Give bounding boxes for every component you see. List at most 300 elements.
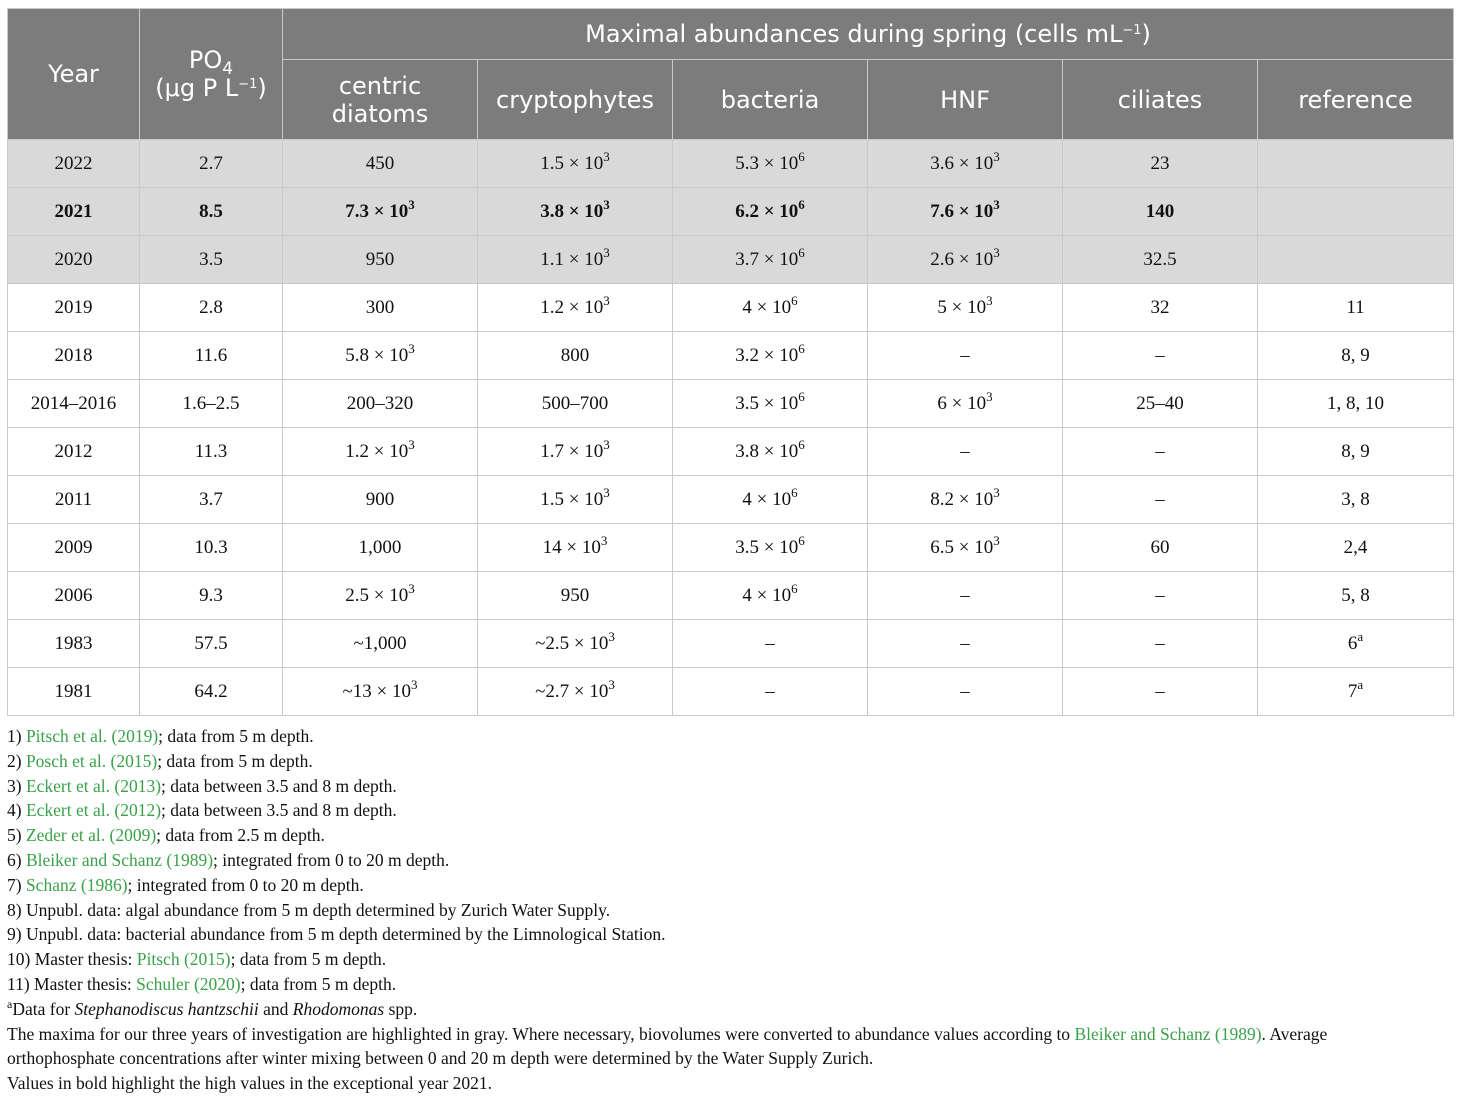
cell-bacteria-value: 3.2 × 10 xyxy=(735,344,799,366)
cell-year-value: 2009 xyxy=(54,536,93,558)
cell-po4 xyxy=(140,668,283,716)
cell-bacteria xyxy=(673,524,868,572)
cell-crypto xyxy=(478,572,673,620)
cell-bacteria xyxy=(673,140,868,188)
cell-ref-value: 6 xyxy=(1347,632,1358,654)
cell-diatoms xyxy=(283,620,478,668)
cell-ciliates xyxy=(1063,668,1258,716)
cell-ref xyxy=(1258,188,1454,236)
cell-year xyxy=(8,620,140,668)
cell-diatoms-value: 1.2 × 10 xyxy=(345,440,409,462)
cell-ciliates xyxy=(1063,332,1258,380)
cell-bacteria-value: 4 × 10 xyxy=(742,488,792,510)
cell-hnf-value: – xyxy=(960,680,970,702)
cell-year xyxy=(8,284,140,332)
cell-ref-value: 2,4 xyxy=(1343,536,1368,558)
cell-hnf xyxy=(868,524,1063,572)
note-item xyxy=(7,898,1453,923)
paragraph-link[interactable]: Bleiker and Schanz (1989) xyxy=(1074,1023,1262,1044)
cell-hnf-exponent: 3 xyxy=(993,148,1000,164)
cell-bacteria-value: 3.7 × 10 xyxy=(735,248,799,270)
cell-hnf-value: 7.6 × 10 xyxy=(930,200,994,222)
cell-year xyxy=(8,332,140,380)
note-item xyxy=(7,724,1453,749)
note-citation-link[interactable]: Bleiker and Schanz (1989) xyxy=(25,849,214,870)
cell-diatoms xyxy=(283,524,478,572)
cell-ref xyxy=(1258,572,1454,620)
footnote-a xyxy=(7,997,1453,1022)
cell-hnf xyxy=(868,572,1063,620)
cell-crypto xyxy=(478,140,673,188)
note-text-post: ; data from 5 m depth. xyxy=(230,949,387,970)
cell-bacteria-value: 3.8 × 10 xyxy=(735,440,799,462)
paragraph-line2: orthophosphate concentrations after winter mixing between 0 and 20 m depth were determined by the Water Supply Zurich. xyxy=(7,1048,874,1069)
cell-ciliates-value: 23 xyxy=(1150,152,1170,174)
cell-po4 xyxy=(140,572,283,620)
cell-crypto-exponent: 3 xyxy=(603,244,610,260)
note-text-post: ; integrated from 0 to 20 m depth. xyxy=(213,849,450,870)
cell-bacteria xyxy=(673,332,868,380)
cell-crypto xyxy=(478,332,673,380)
note-text: 10) Master thesis: xyxy=(7,949,137,970)
footnote-a-species2: Rhodomonas xyxy=(292,998,385,1019)
cell-hnf-value: – xyxy=(960,632,970,654)
cell-crypto xyxy=(478,476,673,524)
note-citation-link[interactable]: Zeder et al. (2009) xyxy=(25,825,157,846)
note-item xyxy=(7,922,1453,947)
cell-crypto xyxy=(478,284,673,332)
cell-ciliates-value: – xyxy=(1155,344,1165,366)
cell-diatoms xyxy=(283,668,478,716)
cell-year xyxy=(8,572,140,620)
cell-hnf-value: 6.5 × 10 xyxy=(930,536,994,558)
header-cryptophytes: cryptophytes xyxy=(478,60,673,140)
cell-year xyxy=(8,668,140,716)
table-row xyxy=(8,188,1454,236)
table-row xyxy=(8,140,1454,188)
cell-diatoms-exponent: 3 xyxy=(411,676,418,692)
cell-crypto-exponent: 3 xyxy=(608,676,615,692)
cell-bacteria-value: 3.5 × 10 xyxy=(735,392,799,414)
cell-hnf-value: – xyxy=(960,344,970,366)
cell-po4-value: 57.5 xyxy=(194,632,228,654)
cell-ciliates xyxy=(1063,188,1258,236)
cell-year-value: 2012 xyxy=(54,440,93,462)
cell-crypto-value: 1.7 × 10 xyxy=(540,440,604,462)
table-container xyxy=(7,8,1453,1096)
cell-diatoms xyxy=(283,332,478,380)
bold-note: Values in bold highlight the high values in the exceptional year 2021. xyxy=(7,1073,493,1094)
cell-hnf-exponent: 3 xyxy=(986,292,993,308)
cell-po4-value: 2.7 xyxy=(199,152,223,174)
cell-diatoms-value: ~13 × 10 xyxy=(342,680,411,702)
cell-year xyxy=(8,140,140,188)
cell-diatoms-value: 900 xyxy=(365,488,395,510)
note-text-post: ; data from 5 m depth. xyxy=(240,973,397,994)
note-text-post: ; data from 5 m depth. xyxy=(157,750,313,771)
cell-ciliates xyxy=(1063,428,1258,476)
cell-ref-value: 11 xyxy=(1346,296,1365,318)
note-text: 3) xyxy=(7,775,26,796)
cell-crypto-value: 3.8 × 10 xyxy=(540,200,604,222)
cell-po4 xyxy=(140,380,283,428)
po4-unit-post: ) xyxy=(257,74,267,102)
cell-hnf-exponent: 3 xyxy=(986,388,993,404)
cell-po4 xyxy=(140,428,283,476)
cell-hnf xyxy=(868,428,1063,476)
cell-hnf xyxy=(868,668,1063,716)
cell-year-value: 2022 xyxy=(54,152,93,174)
cell-ciliates-value: 32.5 xyxy=(1143,248,1177,270)
cell-crypto-exponent: 3 xyxy=(608,628,615,644)
cell-crypto xyxy=(478,668,673,716)
cell-year-value: 2014–2016 xyxy=(30,392,117,414)
cell-diatoms-exponent: 3 xyxy=(408,196,415,212)
cell-year-value: 1981 xyxy=(54,680,93,702)
note-text-post: ; data from 2.5 m depth. xyxy=(156,825,325,846)
cell-crypto-value: 1.5 × 10 xyxy=(540,152,604,174)
po4-unit-pre: (μg P L xyxy=(155,74,239,102)
cell-ref-value: 8, 9 xyxy=(1341,344,1370,366)
cell-ref xyxy=(1258,428,1454,476)
cell-diatoms xyxy=(283,428,478,476)
cell-bacteria xyxy=(673,188,868,236)
cell-diatoms-value: 2.5 × 10 xyxy=(345,584,409,606)
cell-ciliates xyxy=(1063,476,1258,524)
note-citation-link[interactable]: Schanz (1986) xyxy=(25,874,128,895)
cell-diatoms-value: 1,000 xyxy=(358,536,402,558)
cell-year xyxy=(8,188,140,236)
note-text: 9) Unpubl. data: bacterial abundance from 5 m depth determined by the Limnological Station. xyxy=(7,924,666,945)
cell-ciliates-value: 60 xyxy=(1150,536,1170,558)
table-row xyxy=(8,620,1454,668)
cell-ref xyxy=(1258,236,1454,284)
cell-hnf xyxy=(868,476,1063,524)
cell-diatoms-exponent: 3 xyxy=(408,340,415,356)
paragraph-line1 xyxy=(7,1022,1453,1047)
cell-po4-value: 3.5 xyxy=(199,248,223,270)
note-item xyxy=(7,947,1453,972)
cell-bacteria-exponent: 6 xyxy=(791,580,798,596)
note-citation-link[interactable]: Pitsch et al. (2019) xyxy=(25,726,159,746)
table-row xyxy=(8,476,1454,524)
header-po4 xyxy=(140,9,283,140)
table-row xyxy=(8,284,1454,332)
cell-ciliates xyxy=(1063,572,1258,620)
cell-po4 xyxy=(140,140,283,188)
cell-crypto-exponent: 3 xyxy=(603,292,610,308)
note-citation-link[interactable]: Pitsch (2015) xyxy=(136,949,231,970)
cell-hnf-value: 5 × 10 xyxy=(937,296,987,318)
cell-hnf-exponent: 3 xyxy=(993,196,1000,212)
note-citation-link[interactable]: Schuler (2020) xyxy=(136,973,241,994)
cell-year xyxy=(8,476,140,524)
note-text: 8) Unpubl. data: algal abundance from 5 m depth determined by Zurich Water Supply. xyxy=(7,899,611,920)
cell-year-value: 2021 xyxy=(54,200,93,222)
cell-crypto-exponent: 3 xyxy=(600,532,608,548)
cell-crypto xyxy=(478,428,673,476)
cell-po4 xyxy=(140,284,283,332)
cell-crypto-value: 800 xyxy=(560,344,590,366)
abundance-table xyxy=(7,8,1454,716)
cell-year-value: 2018 xyxy=(54,344,93,366)
footnote-a-species1: Stephanodiscus hantzschii xyxy=(74,998,259,1019)
po4-subscript: 4 xyxy=(222,59,234,79)
cell-bacteria xyxy=(673,476,868,524)
cell-hnf-value: 6 × 10 xyxy=(937,392,987,414)
cell-bacteria-value: 3.5 × 10 xyxy=(735,536,799,558)
cell-year-value: 1983 xyxy=(54,632,93,654)
cell-ciliates-value: 25–40 xyxy=(1136,392,1184,414)
header-bacteria: bacteria xyxy=(673,60,868,140)
cell-crypto-value: 1.2 × 10 xyxy=(540,296,604,318)
cell-hnf xyxy=(868,236,1063,284)
cell-ref-value: 5, 8 xyxy=(1341,584,1370,606)
note-text-post: ; data between 3.5 and 8 m depth. xyxy=(161,775,397,796)
cell-ciliates-value: – xyxy=(1155,632,1165,654)
cell-ciliates xyxy=(1063,524,1258,572)
header-centric-diatoms xyxy=(283,60,478,140)
cell-po4 xyxy=(140,620,283,668)
footnote-a-pre: Data for xyxy=(12,998,75,1019)
cell-bacteria-value: 4 × 10 xyxy=(742,296,792,318)
cell-bacteria-value: – xyxy=(765,632,775,654)
table-row xyxy=(8,332,1454,380)
cell-diatoms xyxy=(283,284,478,332)
cell-year-value: 2011 xyxy=(54,488,93,510)
cell-hnf xyxy=(868,188,1063,236)
table-row xyxy=(8,668,1454,716)
header-ciliates: ciliates xyxy=(1063,60,1258,140)
note-citation-link[interactable]: Eckert et al. (2013) xyxy=(25,775,162,796)
cell-bacteria-exponent: 6 xyxy=(791,292,798,308)
note-citation-link[interactable]: Eckert et al. (2012) xyxy=(25,800,162,821)
group-title-sup: −1 xyxy=(1122,23,1142,38)
cell-crypto-value: 14 × 10 xyxy=(542,536,601,558)
table-body xyxy=(8,140,1454,716)
table-row xyxy=(8,428,1454,476)
cell-ref-value: 1, 8, 10 xyxy=(1327,392,1385,414)
cell-ref xyxy=(1258,284,1454,332)
cell-bacteria-exponent: 6 xyxy=(791,484,798,500)
note-item xyxy=(7,972,1453,997)
cell-po4 xyxy=(140,236,283,284)
cell-ref-exponent: a xyxy=(1357,676,1364,692)
footnote-a-mid: and xyxy=(258,998,293,1019)
note-text: 2) xyxy=(7,750,26,771)
cell-hnf xyxy=(868,140,1063,188)
cell-ref-value: 7 xyxy=(1347,680,1358,702)
paragraph-line1-post: . Average xyxy=(1261,1023,1328,1044)
cell-ref xyxy=(1258,332,1454,380)
cell-ciliates-value: – xyxy=(1155,440,1165,462)
cell-bacteria-exponent: 6 xyxy=(798,340,805,356)
po4-label: PO xyxy=(188,46,223,74)
cell-bacteria-exponent: 6 xyxy=(798,196,805,212)
cell-hnf-value: – xyxy=(960,440,970,462)
footnote-a-post: spp. xyxy=(384,998,418,1019)
note-item xyxy=(7,798,1453,823)
cell-po4-value: 11.6 xyxy=(194,344,228,366)
header-hnf: HNF xyxy=(868,60,1063,140)
po4-unit-sup: −1 xyxy=(238,77,258,92)
note-citation-link[interactable]: Posch et al. (2015) xyxy=(25,750,158,771)
cell-crypto xyxy=(478,620,673,668)
cell-crypto-value: 1.5 × 10 xyxy=(540,488,604,510)
note-text: 11) Master thesis: xyxy=(7,973,137,994)
cell-ref xyxy=(1258,476,1454,524)
cell-crypto xyxy=(478,188,673,236)
cell-bacteria-value: – xyxy=(765,680,775,702)
cell-crypto-exponent: 3 xyxy=(603,484,610,500)
cell-diatoms-value: 200–320 xyxy=(346,392,414,414)
reference-notes xyxy=(7,724,1453,997)
cell-crypto-exponent: 3 xyxy=(603,436,610,452)
cell-diatoms-value: 7.3 × 10 xyxy=(345,200,409,222)
cell-bacteria xyxy=(673,668,868,716)
cell-po4 xyxy=(140,476,283,524)
cell-year xyxy=(8,236,140,284)
note-item xyxy=(7,749,1453,774)
cell-diatoms-value: 950 xyxy=(365,248,395,270)
cell-diatoms-value: 300 xyxy=(365,296,395,318)
cell-ciliates xyxy=(1063,284,1258,332)
cell-po4-value: 9.3 xyxy=(199,584,223,606)
cell-ciliates xyxy=(1063,140,1258,188)
cell-bacteria xyxy=(673,236,868,284)
cell-bacteria xyxy=(673,572,868,620)
cell-diatoms-value: 450 xyxy=(365,152,395,174)
cell-year xyxy=(8,380,140,428)
note-text: 6) xyxy=(7,849,26,870)
cell-diatoms xyxy=(283,380,478,428)
cell-ref-exponent: a xyxy=(1357,628,1364,644)
cell-po4 xyxy=(140,188,283,236)
cell-crypto-value: 950 xyxy=(560,584,590,606)
cell-ref-value: 3, 8 xyxy=(1341,488,1370,510)
cell-bacteria-exponent: 6 xyxy=(798,436,805,452)
cell-hnf xyxy=(868,332,1063,380)
table-row xyxy=(8,236,1454,284)
cell-bacteria-exponent: 6 xyxy=(798,148,805,164)
cell-hnf xyxy=(868,284,1063,332)
cell-bacteria-exponent: 6 xyxy=(798,244,805,260)
note-text: 1) xyxy=(7,726,26,746)
cell-year xyxy=(8,524,140,572)
cell-ref xyxy=(1258,380,1454,428)
cell-bacteria-value: 4 × 10 xyxy=(742,584,792,606)
cell-po4 xyxy=(140,332,283,380)
cell-ref xyxy=(1258,668,1454,716)
cell-bacteria xyxy=(673,620,868,668)
cell-ciliates xyxy=(1063,380,1258,428)
note-item xyxy=(7,774,1453,799)
cell-ciliates-value: – xyxy=(1155,584,1165,606)
cell-hnf xyxy=(868,620,1063,668)
cell-ciliates-value: 32 xyxy=(1150,296,1170,318)
cell-hnf xyxy=(868,380,1063,428)
cell-crypto-value: 1.1 × 10 xyxy=(540,248,604,270)
cell-hnf-value: 3.6 × 10 xyxy=(930,152,994,174)
cell-year-value: 2006 xyxy=(54,584,93,606)
cell-year-value: 2019 xyxy=(54,296,93,318)
cell-ciliates-value: – xyxy=(1155,680,1165,702)
cell-hnf-value: – xyxy=(960,584,970,606)
centric-line2: diatoms xyxy=(331,99,429,128)
paragraph-line1-pre: The maxima for our three years of investigation are highlighted in gray. Where necessary, biovolumes were converted to abundance values according to xyxy=(7,1023,1075,1044)
note-text-post: ; data from 5 m depth. xyxy=(158,726,314,746)
note-text: 4) xyxy=(7,800,26,821)
note-item xyxy=(7,823,1453,848)
cell-crypto-value: ~2.5 × 10 xyxy=(535,632,609,654)
cell-bacteria-value: 6.2 × 10 xyxy=(735,200,799,222)
table-row xyxy=(8,572,1454,620)
cell-crypto-exponent: 3 xyxy=(603,196,610,212)
cell-bacteria xyxy=(673,380,868,428)
cell-hnf-exponent: 3 xyxy=(993,244,1000,260)
cell-ciliates-value: 140 xyxy=(1145,200,1175,222)
cell-diatoms xyxy=(283,188,478,236)
cell-hnf-exponent: 3 xyxy=(993,484,1000,500)
header-group-title xyxy=(283,9,1454,60)
cell-bacteria xyxy=(673,428,868,476)
cell-ciliates-value: – xyxy=(1155,488,1165,510)
cell-crypto xyxy=(478,524,673,572)
header-reference: reference xyxy=(1258,60,1454,140)
group-title-pre: Maximal abundances during spring (cells mL xyxy=(585,20,1123,48)
centric-line1: centric xyxy=(338,71,422,100)
note-item xyxy=(7,873,1453,898)
table-row xyxy=(8,380,1454,428)
cell-ref xyxy=(1258,140,1454,188)
cell-diatoms-value: 5.8 × 10 xyxy=(345,344,409,366)
cell-diatoms-value: ~1,000 xyxy=(353,632,407,654)
cell-ref xyxy=(1258,620,1454,668)
cell-diatoms xyxy=(283,236,478,284)
cell-crypto xyxy=(478,380,673,428)
note-text: 5) xyxy=(7,825,26,846)
cell-ciliates xyxy=(1063,620,1258,668)
cell-diatoms-exponent: 3 xyxy=(408,580,415,596)
cell-year-value: 2020 xyxy=(54,248,93,270)
cell-diatoms xyxy=(283,572,478,620)
cell-year xyxy=(8,428,140,476)
cell-diatoms-exponent: 3 xyxy=(408,436,415,452)
note-text: 7) xyxy=(7,874,26,895)
cell-po4-value: 1.6–2.5 xyxy=(182,392,240,414)
footnote-a-mark: a xyxy=(7,996,13,1011)
cell-hnf-value: 8.2 × 10 xyxy=(930,488,994,510)
note-item xyxy=(7,848,1453,873)
cell-bacteria xyxy=(673,284,868,332)
table-row xyxy=(8,524,1454,572)
cell-diatoms xyxy=(283,140,478,188)
cell-crypto-value: 500–700 xyxy=(541,392,609,414)
cell-po4-value: 2.8 xyxy=(199,296,223,318)
note-text-post: ; integrated from 0 to 20 m depth. xyxy=(127,874,364,895)
header-year: Year xyxy=(8,9,140,140)
cell-po4 xyxy=(140,524,283,572)
note-text-post: ; data between 3.5 and 8 m depth. xyxy=(161,800,397,821)
cell-ref xyxy=(1258,524,1454,572)
cell-po4-value: 10.3 xyxy=(194,536,228,558)
cell-po4-value: 8.5 xyxy=(199,200,223,222)
cell-ciliates xyxy=(1063,236,1258,284)
table-notes xyxy=(7,724,1453,1096)
cell-hnf-value: 2.6 × 10 xyxy=(930,248,994,270)
group-title-post: ) xyxy=(1141,20,1151,48)
cell-po4-value: 3.7 xyxy=(199,488,223,510)
